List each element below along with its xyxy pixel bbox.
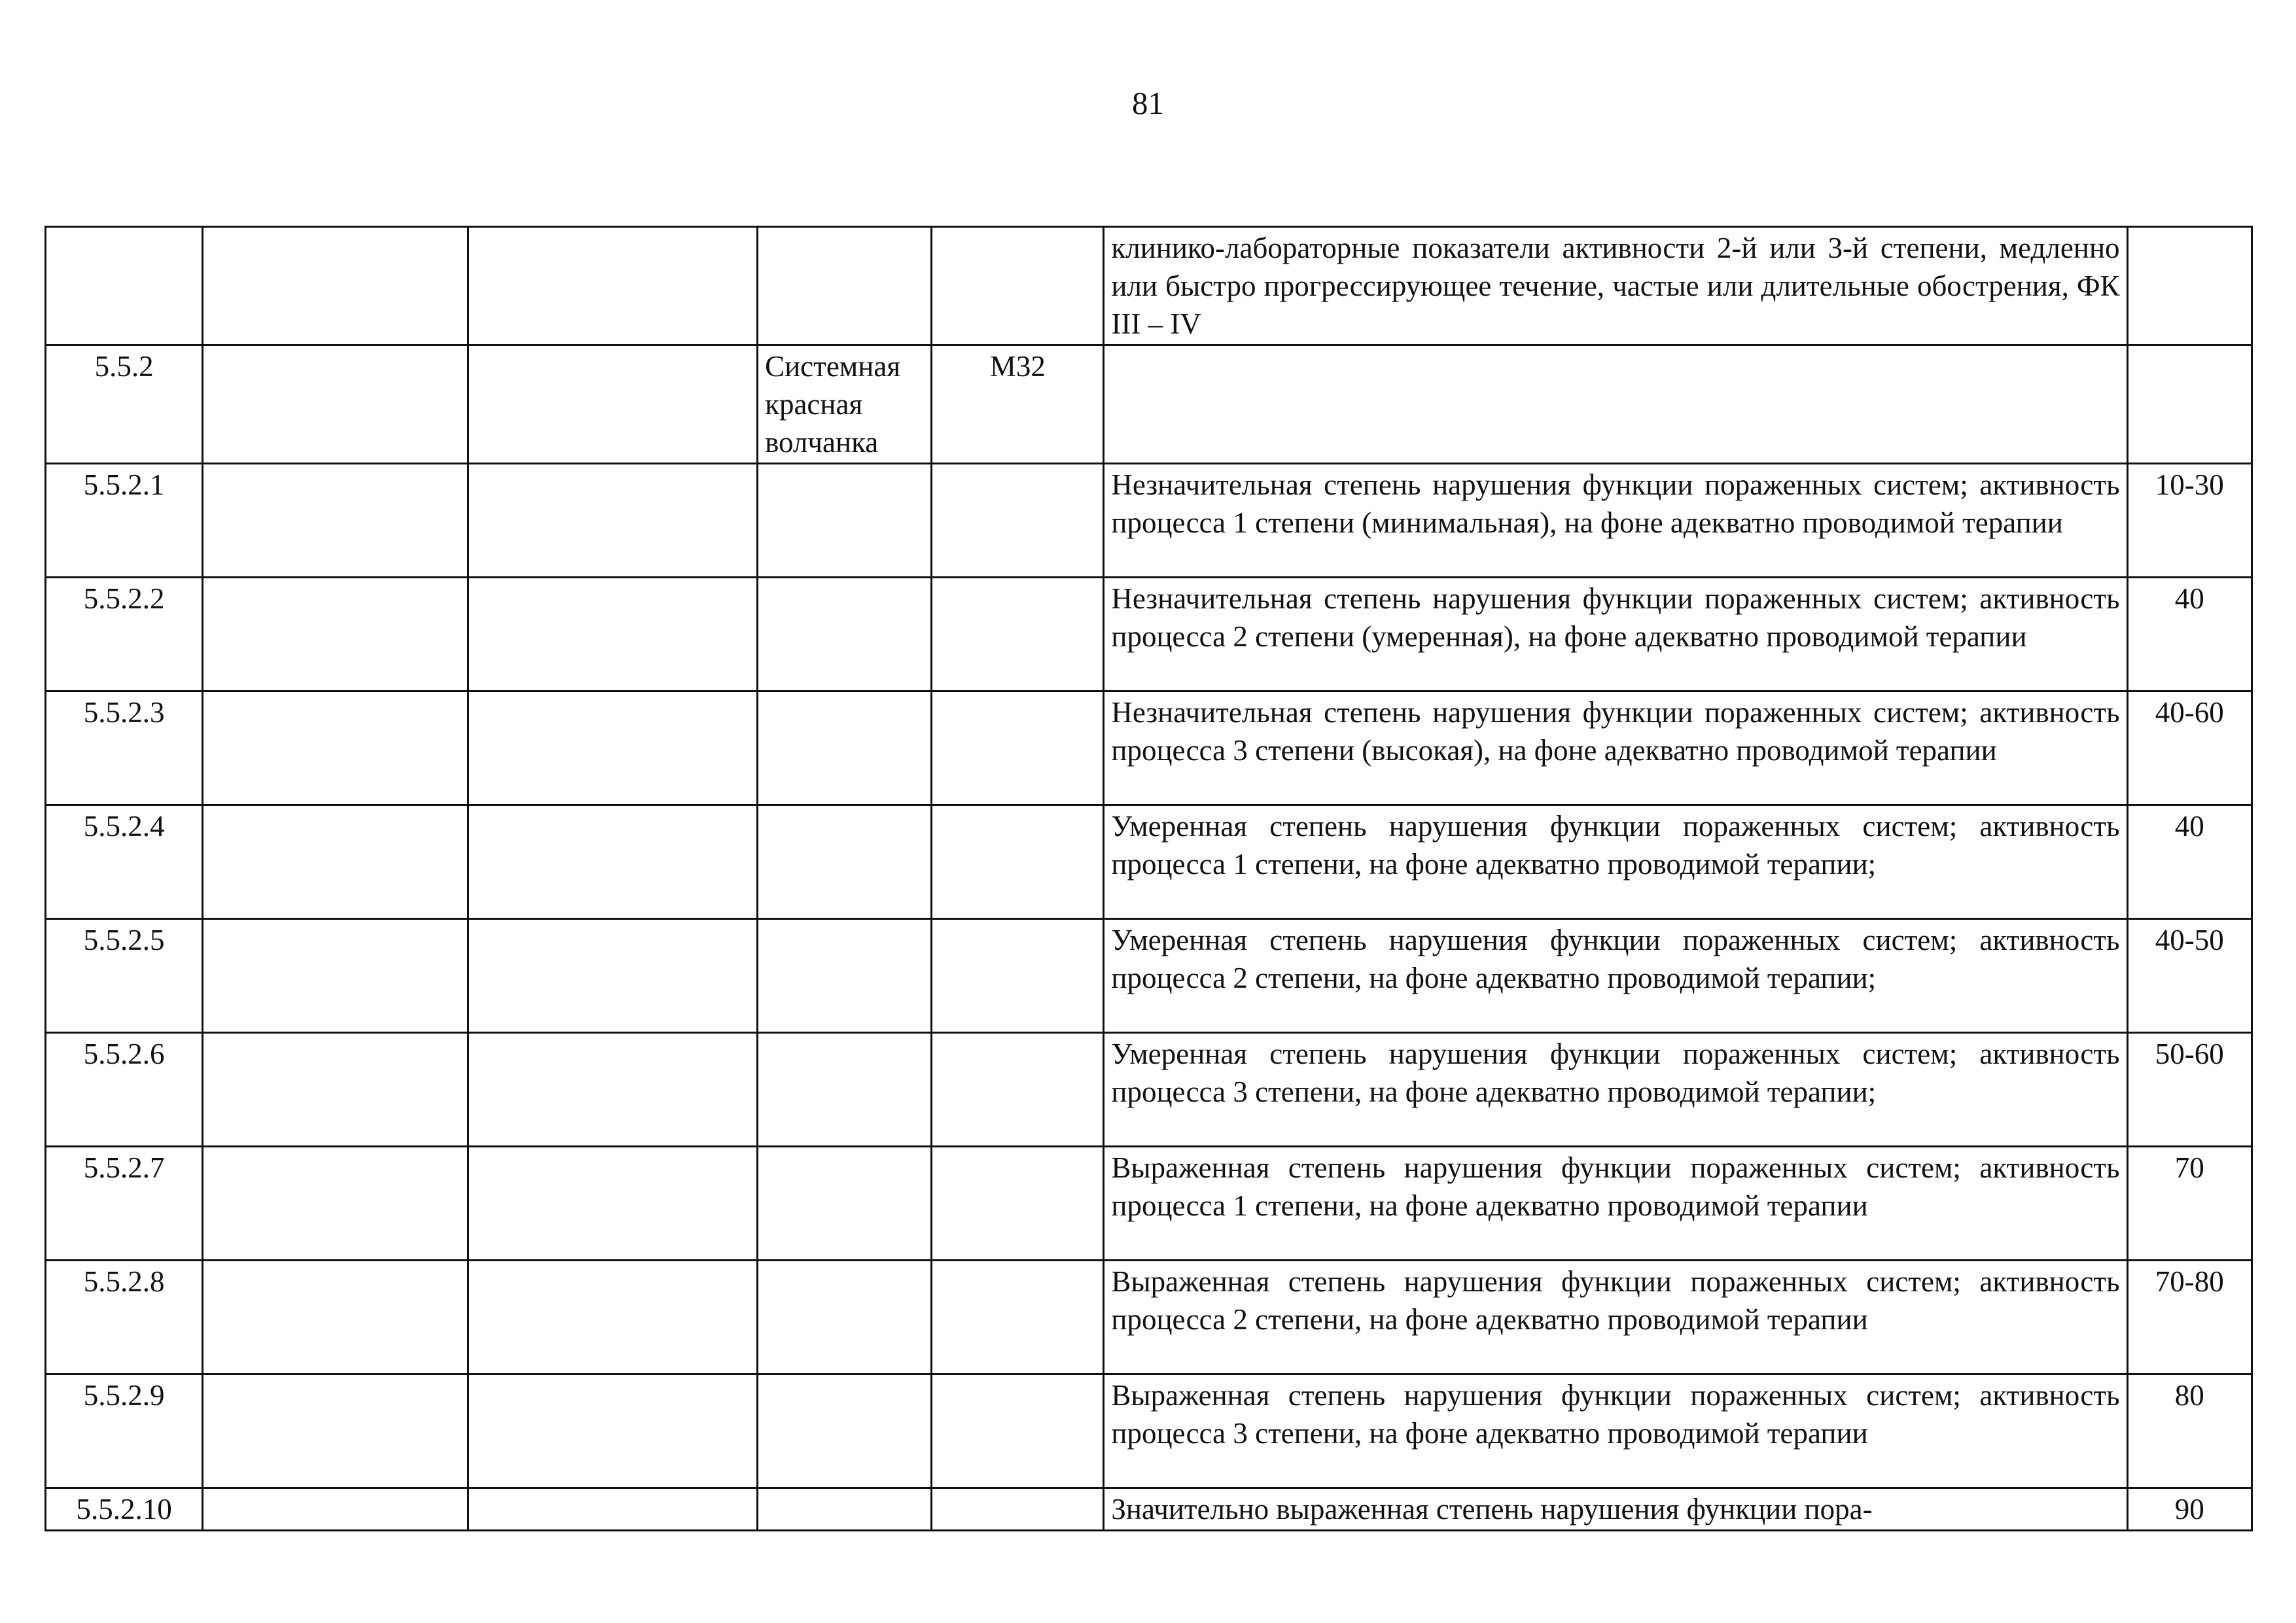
disability-percent: 10-30 — [2127, 464, 2252, 578]
empty-cell — [468, 578, 758, 691]
table-row — [46, 1488, 2252, 1531]
disease-name — [758, 1033, 932, 1147]
icd-code — [932, 1147, 1104, 1261]
table-row — [46, 1147, 2252, 1261]
disability-percent: 40 — [2127, 805, 2252, 919]
row-code: 5.5.2.10 — [46, 1488, 203, 1531]
page-number: 81 — [1132, 85, 1164, 121]
empty-cell — [468, 1488, 758, 1531]
disability-percent: 80 — [2127, 1374, 2252, 1488]
icd-code — [932, 1488, 1104, 1531]
table-row — [46, 805, 2252, 919]
row-code: 5.5.2.5 — [46, 919, 203, 1033]
disease-name — [758, 578, 932, 691]
empty-cell — [203, 1488, 468, 1531]
table-row — [46, 691, 2252, 805]
empty-cell — [203, 1147, 468, 1261]
empty-cell — [203, 345, 468, 464]
row-code: 5.5.2.8 — [46, 1261, 203, 1374]
disease-name — [758, 464, 932, 578]
empty-cell — [468, 227, 758, 345]
table-row — [46, 227, 2252, 345]
criteria-description: Значительно выраженная степень нарушения функции пора- — [1104, 1488, 2127, 1531]
row-code: 5.5.2.1 — [46, 464, 203, 578]
disease-name — [758, 1374, 932, 1488]
icd-code: М32 — [932, 345, 1104, 464]
criteria-description: Незначительная степень нарушения функции пораженных систем; активность процесса 1 степени (минимальная), на фоне адекватно проводимой терапии — [1104, 464, 2127, 578]
empty-cell — [468, 1261, 758, 1374]
row-code: 5.5.2.4 — [46, 805, 203, 919]
empty-cell — [203, 919, 468, 1033]
empty-cell — [468, 1033, 758, 1147]
empty-cell — [468, 691, 758, 805]
empty-cell — [203, 578, 468, 691]
empty-cell — [468, 1147, 758, 1261]
table-row — [46, 345, 2252, 464]
criteria-description: Незначительная степень нарушения функции пораженных систем; активность процесса 2 степени (умеренная), на фоне адекватно проводимой терапии — [1104, 578, 2127, 691]
disease-name — [758, 1147, 932, 1261]
disability-percent: 50-60 — [2127, 1033, 2252, 1147]
row-code: 5.5.2.2 — [46, 578, 203, 691]
disease-name: Системная красная волчанка — [758, 345, 932, 464]
disease-name — [758, 805, 932, 919]
empty-cell — [203, 805, 468, 919]
icd-code — [932, 578, 1104, 691]
icd-code — [932, 805, 1104, 919]
criteria-description: Умеренная степень нарушения функции пораженных систем; активность процесса 2 степени, на фоне адекватно проводимой терапии; — [1104, 919, 2127, 1033]
empty-cell — [203, 1374, 468, 1488]
empty-cell — [203, 227, 468, 345]
row-code: 5.5.2 — [46, 345, 203, 464]
table-row — [46, 919, 2252, 1033]
icd-code — [932, 464, 1104, 578]
icd-code — [932, 919, 1104, 1033]
table-row — [46, 1033, 2252, 1147]
icd-code — [932, 227, 1104, 345]
disability-percent: 40-50 — [2127, 919, 2252, 1033]
empty-cell — [203, 1261, 468, 1374]
empty-cell — [468, 345, 758, 464]
criteria-description: клинико-лабораторные показатели активности 2-й или 3-й степени, медленно или быстро прогрессирующее течение, частые или длительные обострения, ФК III – IV — [1104, 227, 2127, 345]
empty-cell — [468, 464, 758, 578]
criteria-description: Выраженная степень нарушения функции пораженных систем; активность процесса 1 степени, на фоне адекватно проводимой терапии — [1104, 1147, 2127, 1261]
row-code: 5.5.2.7 — [46, 1147, 203, 1261]
row-code — [46, 227, 203, 345]
icd-code — [932, 1374, 1104, 1488]
criteria-description: Умеренная степень нарушения функции пораженных систем; активность процесса 1 степени, на фоне адекватно проводимой терапии; — [1104, 805, 2127, 919]
disability-percent — [2127, 345, 2252, 464]
empty-cell — [468, 919, 758, 1033]
disability-percent — [2127, 227, 2252, 345]
disease-name — [758, 227, 932, 345]
disability-percent: 40 — [2127, 578, 2252, 691]
table-row — [46, 464, 2252, 578]
criteria-description: Незначительная степень нарушения функции пораженных систем; активность процесса 3 степени (высокая), на фоне адекватно проводимой терапии — [1104, 691, 2127, 805]
empty-cell — [203, 464, 468, 578]
disability-criteria-table — [44, 226, 2253, 1531]
criteria-description: Умеренная степень нарушения функции пораженных систем; активность процесса 3 степени, на фоне адекватно проводимой терапии; — [1104, 1033, 2127, 1147]
row-code: 5.5.2.6 — [46, 1033, 203, 1147]
empty-cell — [203, 691, 468, 805]
disability-percent: 70-80 — [2127, 1261, 2252, 1374]
table-row — [46, 1261, 2252, 1374]
disability-percent: 70 — [2127, 1147, 2252, 1261]
criteria-description — [1104, 345, 2127, 464]
icd-code — [932, 1033, 1104, 1147]
table-row — [46, 578, 2252, 691]
empty-cell — [203, 1033, 468, 1147]
row-code: 5.5.2.9 — [46, 1374, 203, 1488]
table-row — [46, 1374, 2252, 1488]
empty-cell — [468, 1374, 758, 1488]
row-code: 5.5.2.3 — [46, 691, 203, 805]
disability-percent: 90 — [2127, 1488, 2252, 1531]
criteria-description: Выраженная степень нарушения функции пораженных систем; активность процесса 3 степени, на фоне адекватно проводимой терапии — [1104, 1374, 2127, 1488]
disability-percent: 40-60 — [2127, 691, 2252, 805]
disease-name — [758, 919, 932, 1033]
disease-name — [758, 691, 932, 805]
icd-code — [932, 691, 1104, 805]
criteria-description: Выраженная степень нарушения функции пораженных систем; активность процесса 2 степени, на фоне адекватно проводимой терапии — [1104, 1261, 2127, 1374]
disease-name — [758, 1261, 932, 1374]
icd-code — [932, 1261, 1104, 1374]
disease-name — [758, 1488, 932, 1531]
empty-cell — [468, 805, 758, 919]
